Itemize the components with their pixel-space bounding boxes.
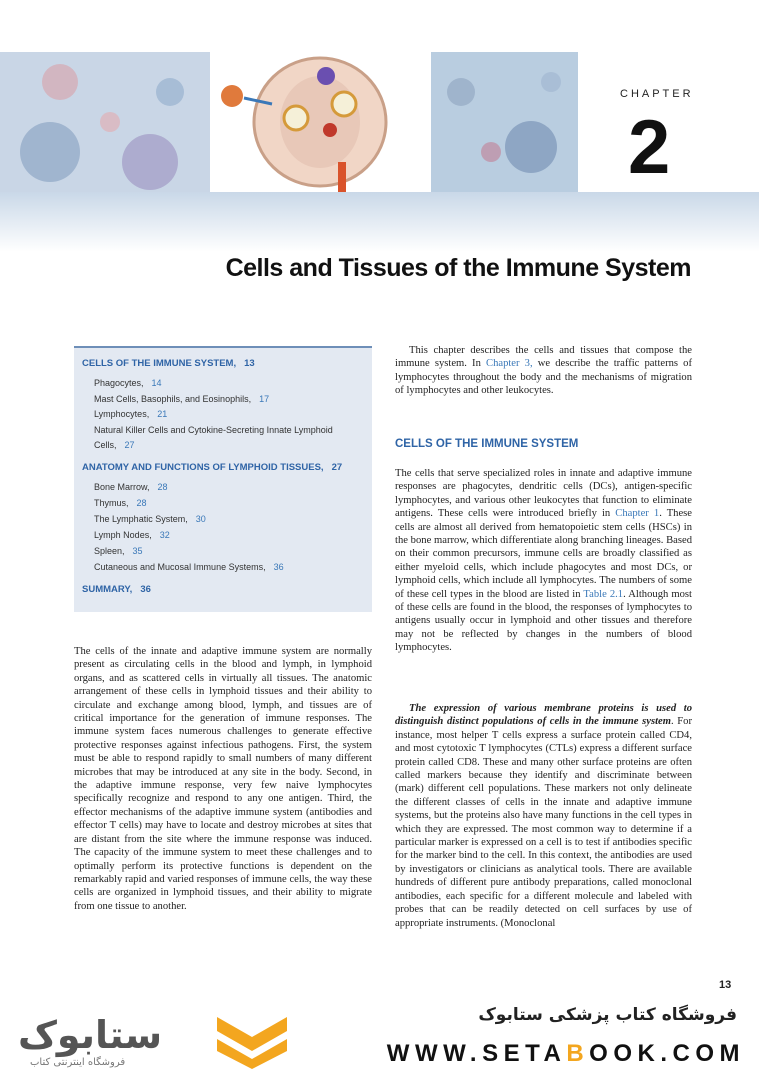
table-2-1-link[interactable]: Table 2.1: [583, 588, 624, 600]
outline-item[interactable]: Lymphocytes, 21: [94, 409, 168, 419]
markers-paragraph: The expression of various membrane proteins is used to distinguish distinct populations of cells in the immune system. For instance, most helper T cells express a surface protein called CD4, and most cytotoxic T lymphocytes (CTLs) express a different surface protein called CD8. These and many other surface proteins are often called markers because they identify and discriminate between (mark) different cell populations. These markers not only delineate the different classes of cells in the innate and adaptive immune systems, but the proteins also have many functions in the cell types in which they are expressed. The most common way to determine if a particular marker is expressed on a cell is to test if antibodies specific for the marker bind to the cell. In this context, the antibodies are used by investigators or clinicians as analytical tools. There are available hundreds of different pure antibody preparations, called monoclonal antibodies, each specific for a different molecule and labeled with probes that can be readily detected on cell surfaces by use of appropriate instruments. (Monoclonal: [395, 703, 692, 929]
outline-item[interactable]: Natural Killer Cells and Cytokine-Secreting Innate Lymphoid Cells, 27: [94, 424, 333, 450]
outline-item[interactable]: Lymph Nodes, 32: [94, 529, 170, 540]
outline-item[interactable]: The Lymphatic System, 30: [94, 513, 206, 524]
publisher-footer: [0, 995, 759, 1079]
chapter-label: CHAPTER: [620, 88, 694, 100]
section-heading: CELLS OF THE IMMUNE SYSTEM: [395, 438, 579, 450]
emphasized-sentence: The expression of various membrane proteins is used to distinguish distinct populations of cells in the immune system: [395, 703, 692, 728]
outline-item[interactable]: Cutaneous and Mucosal Immune Systems, 36: [94, 561, 284, 572]
cells-paragraph: The cells that serve specialized roles in innate and adaptive immune responses are phagocytes, dendritic cells (DCs), antigen-specific lymphocytes, and various other leukocytes that function to eliminate antigens. These cells were introduced briefly in Chapter 1. These cells are almost all derived from hematopoietic stem cells (HSCs) in the bone marrow, which differentiate along branching lineages. Based on their common precursors, immune cells are broadly classified as either myeloid cells, which include phagocytes and most DCs, or lymphoid cells, which include all lymphocytes. The numbers of some of these cell types in the blood are listed in Table 2.1. Although most of these cells are found in the blood, the responses of lymphocytes to antigens usually occur in lymphoid and other tissues and therefore may not be reflected by changes in the numbers of blood lymphocytes.: [395, 468, 693, 654]
chapter-title: Cells and Tissues of the Immune System: [225, 254, 691, 282]
outline-section[interactable]: SUMMARY, 36: [82, 583, 151, 595]
cells-illustration-left: [0, 52, 210, 192]
outline-section[interactable]: ANATOMY AND FUNCTIONS OF LYMPHOID TISSUES, 27: [82, 461, 343, 473]
outline-item[interactable]: Spleen, 35: [94, 545, 143, 556]
setabook-logo: ستابوک: [18, 1013, 163, 1057]
store-url[interactable]: WWW.SETABOOK.COM: [386, 1040, 745, 1067]
cells-illustration-right: [431, 52, 578, 192]
chapter-overview-paragraph: This chapter describes the cells and tissues that compose the immune system. In Chapter 3, we describe the traffic patterns of lymphocytes throughout the body and the mechanisms of migration of lymphocytes and other leukocytes.: [395, 345, 692, 397]
lymph-node-illustration: [212, 52, 429, 192]
logo-chevron-icon: [212, 1009, 292, 1069]
outline-item[interactable]: Phagocytes, 14: [94, 378, 162, 388]
chapter-number: 2: [628, 105, 671, 190]
store-name: فروشگاه کتاب پزشکی ستابوک: [478, 1005, 737, 1025]
outline-section[interactable]: CELLS OF THE IMMUNE SYSTEM, 13: [82, 358, 255, 369]
page-number: 13: [719, 979, 732, 991]
logo-subtitle: فروشگاه اینترنتی کتاب: [30, 1057, 126, 1068]
chapter-1-link[interactable]: Chapter 1: [615, 508, 660, 520]
outline-item[interactable]: Bone Marrow, 28: [94, 481, 168, 492]
outline-item[interactable]: Thymus, 28: [94, 497, 147, 508]
chapter-outline: [74, 346, 372, 612]
banner-gradient: [0, 192, 759, 252]
chapter-3-link[interactable]: Chapter 3,: [486, 358, 533, 370]
intro-paragraph: The cells of the innate and adaptive immune system are normally present as circulating cells in the blood and lymph, in lymphoid organs, and as scattered cells in virtually all tissues. The anatomic arrangement of these cells in lymphoid tissues and their ability to circulate and exchange among blood, lymph, and tissues are of critical importance for the generation of immune responses. The immune system faces numerous challenges to generate effective protective responses against infectious pathogens. First, the system must be able to respond rapidly to small numbers of many different microbes that may be introduced at any site in the body. Second, in the adaptive immune response, very few naive lymphocytes specifically recognize and respond to any one antigen. Third, the effector mechanisms of the adaptive immune system (antibodies and effector T cells) may have to locate and destroy microbes at sites that are distant from the site where the immune response was induced. The capacity of the immune system to meet these challenges and to optimally perform its protective functions is dependent on the remarkably rapid and varied responses of immune cells, the way these cells are organized in lymphoid tissues, and their ability to migrate from one tissue to another.: [74, 646, 372, 912]
outline-item[interactable]: Mast Cells, Basophils, and Eosinophils, 17: [94, 393, 270, 404]
